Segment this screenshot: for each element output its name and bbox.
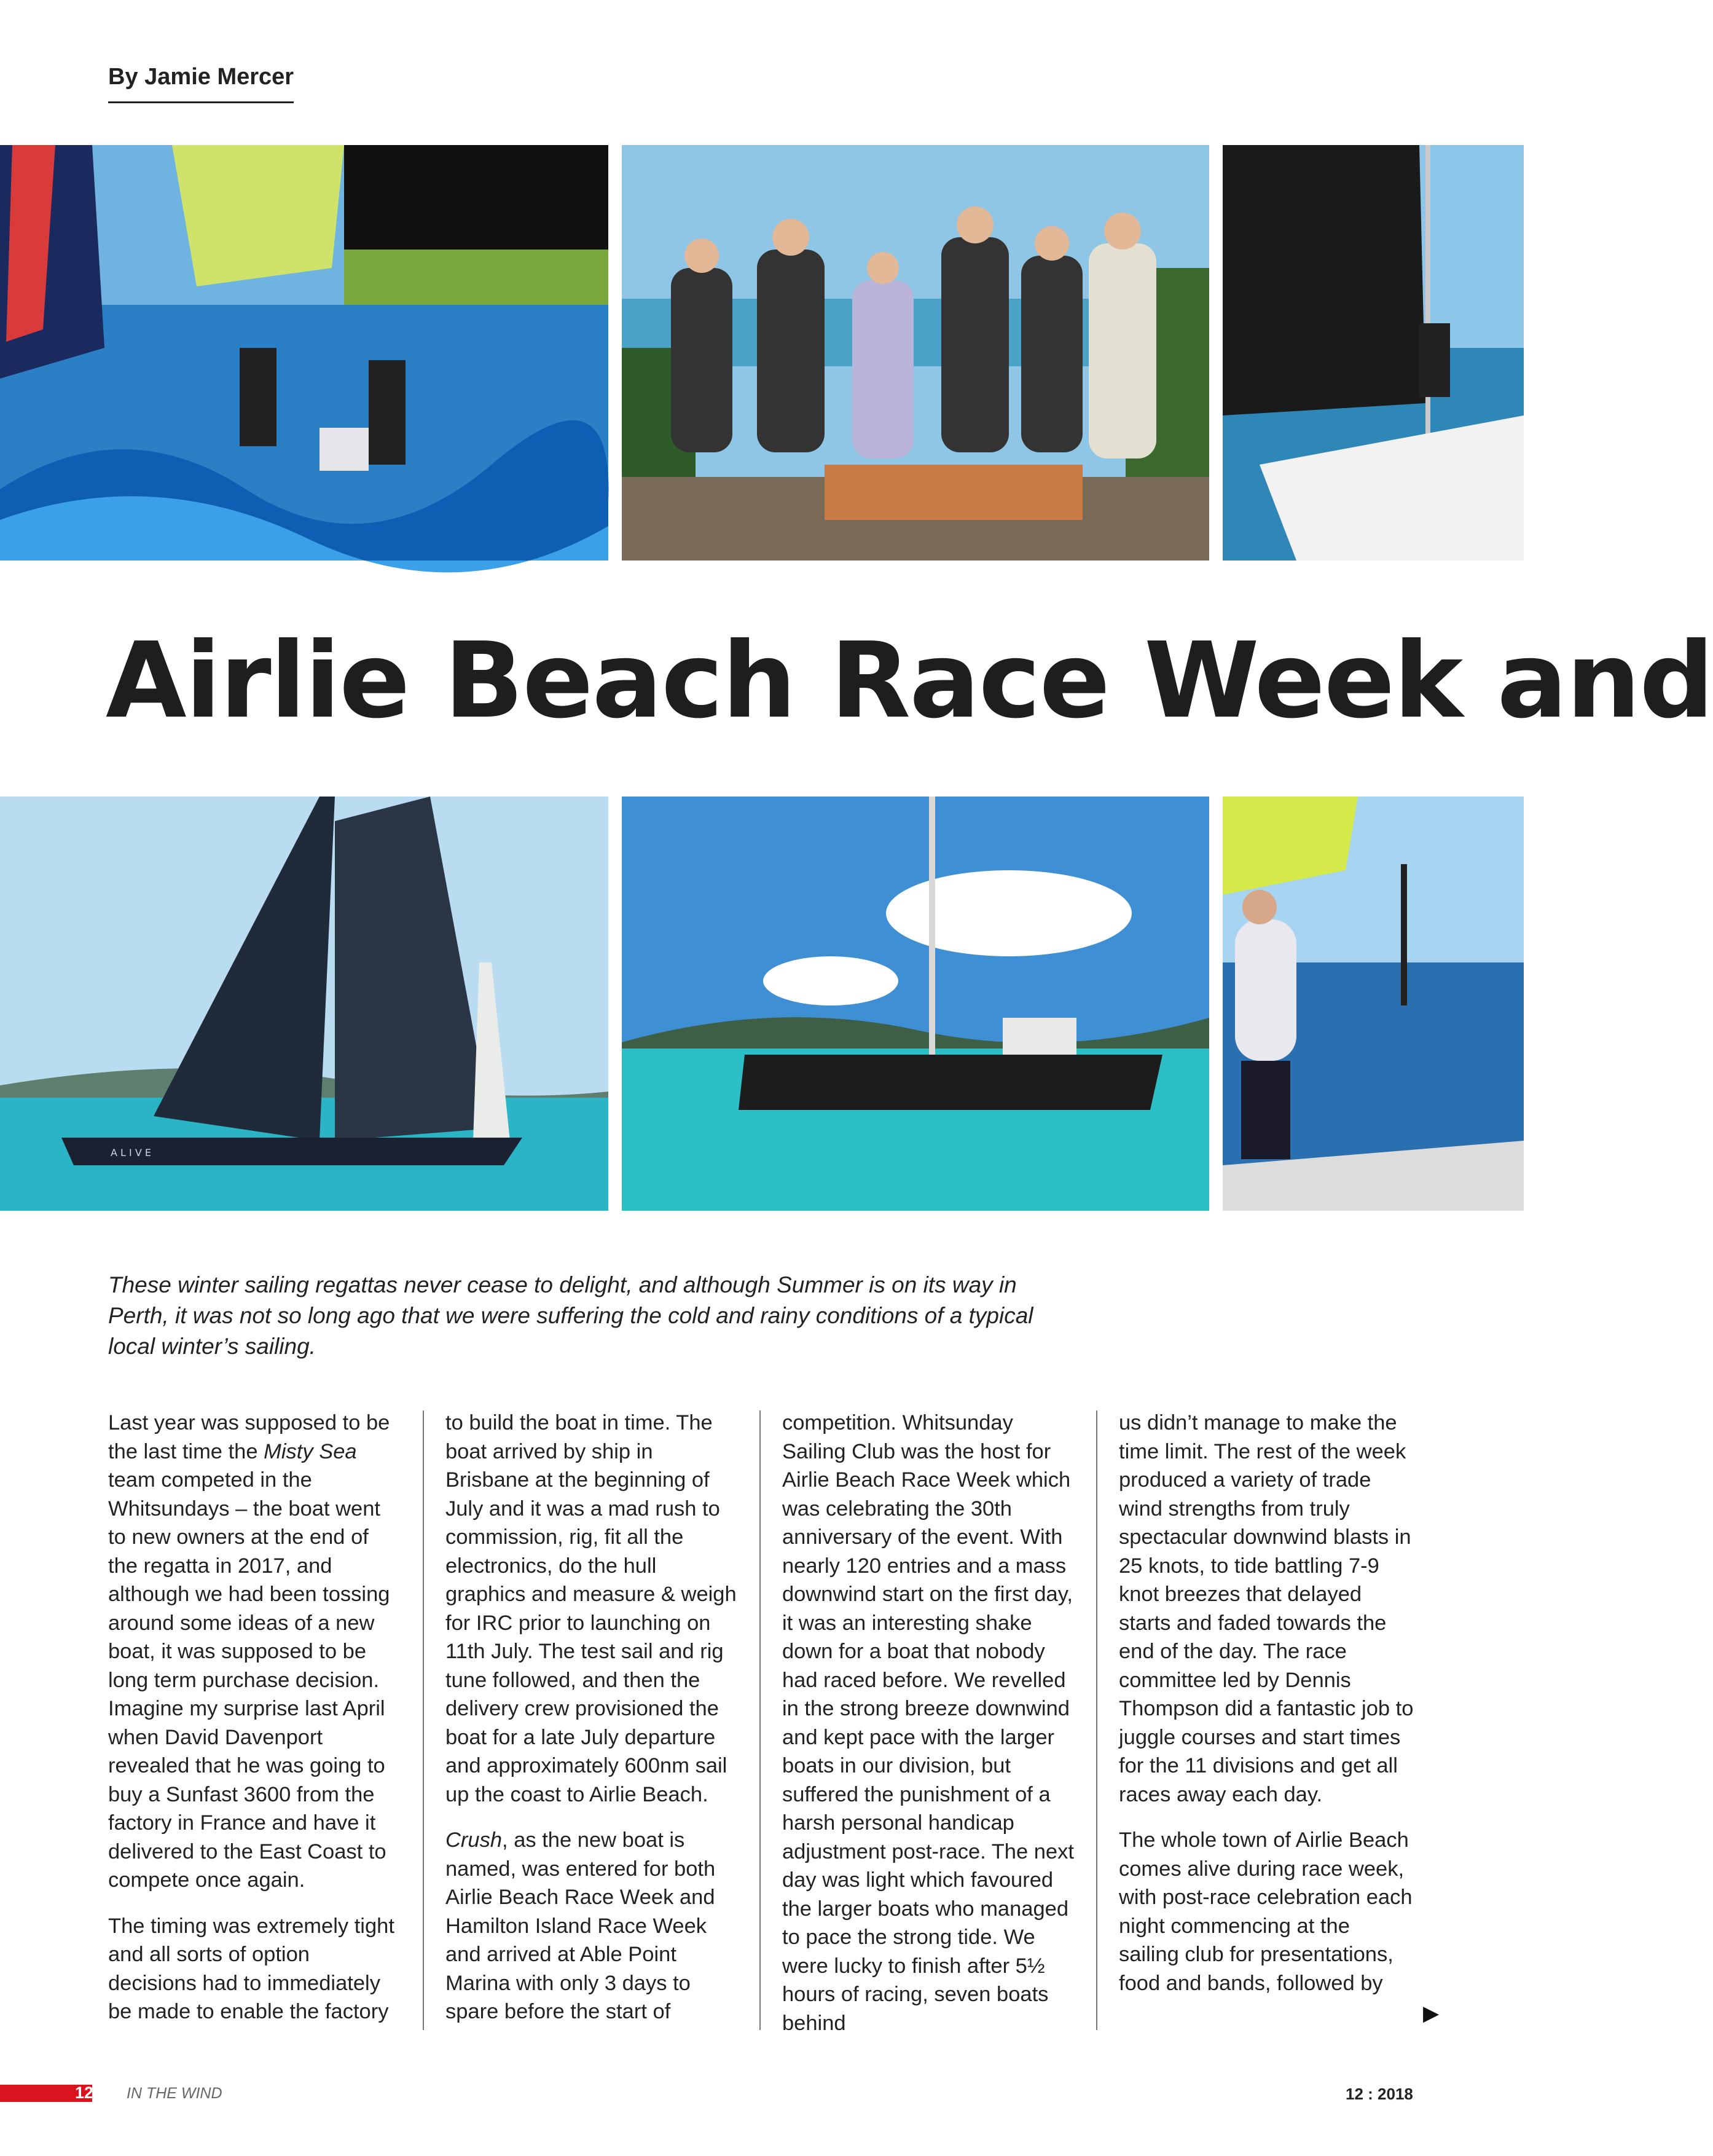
paragraph: competition. Whitsunday Sailing Club was the host for Airlie Beach Race Week which was celebrating the 30th anniversary of the event. With nearly 120 entries and a mass downwind start on the first day, it was an interesting shake down for a boat that nobody had raced before. We revelled in the strong breeze downwind and kept pace with the larger boats in our division, but suffered the punishment of a harsh personal handicap adjustment post-race. The next day was light which favoured the larger boats who managed to pace the strong tide. We were lucky to finish after 5½ hours of racing, seven boats behind (782, 1411, 1074, 2035)
photo-crew-watching-race (1223, 797, 1524, 1211)
column-divider (423, 1410, 424, 2030)
text-column-1 (108, 1409, 403, 2044)
continue-arrow-icon: ▶ (1423, 2002, 1440, 2025)
column-divider (759, 1410, 761, 2030)
text-column-3 (782, 1409, 1077, 2055)
photo-crew-group (622, 145, 1209, 561)
photo-catamaran (622, 797, 1209, 1211)
text-column-4 (1119, 1409, 1414, 2015)
paragraph (108, 1409, 403, 1895)
text-run: Last year was supposed to be the last time the (108, 1411, 390, 1463)
boat-name: Misty Sea (264, 1439, 357, 1463)
paragraph: to build the boat in time. The boat arrived by ship in Brisbane at the beginning of July and it was a mad rush to commission, rig, fit all the electronics, do the hull graphics and measure & weigh for IRC prior to launching on 11th July. The test sail and rig tune followed, and then the delivery crew provisioned the boat for a late July departure and approximately 600nm sail up the coast to Airlie Beach. (445, 1411, 737, 1806)
paragraph: us didn’t manage to make the time limit. The rest of the week produced a variety of trade wind strengths from truly spectacular downwind blasts in 25 knots, to tide battling 7-9 knot breezes that delayed starts and faded towards the end of the day. The race committee led by Dennis Thompson did a fantastic job to juggle courses and start times for the 11 divisions and get all races away each day. (1119, 1411, 1414, 1806)
photo-crew-on-deck (0, 145, 608, 561)
photo-boat-bow (1223, 145, 1524, 561)
photo-black-sail-yacht (0, 797, 608, 1211)
text-column-2 (445, 1409, 740, 2044)
paragraph: The timing was extremely tight and all sorts of option decisions had to immediately be made to enable the factory (108, 1914, 394, 2023)
boat-name: Crush (445, 1828, 503, 1852)
paragraph: The whole town of Airlie Beach comes alive during race week, with post-race celebration each night commencing at the sailing club for presentations, food and bands, followed by (1119, 1828, 1413, 1995)
text-run: , as the new boat is named, was entered for both Airlie Beach Race Week and Hamilton Island Race Week and arrived at Able Point Marina with only 3 days to spare before the start of (445, 1828, 716, 2023)
page-number: 12 (75, 2083, 94, 2102)
svg-text:A L I V E: A L I V E (111, 1147, 151, 1159)
byline: By Jamie Mercer (108, 64, 294, 103)
issue-number: 12 : 2018 (1346, 2085, 1413, 2103)
article-intro: These winter sailing regattas never cease to delight, and although Summer is on its way in Perth, it was not so long ago that we were suffering the cold and rainy conditions of a typical local winter’s sailing. (108, 1272, 1033, 1359)
magazine-name: IN THE WIND (127, 2085, 222, 2102)
paragraph (445, 1826, 740, 2026)
column-divider (1096, 1410, 1097, 2030)
text-run: team competed in the Whitsundays – the boat went to new owners at the end of the regatta in 2017, and although we had been tossing around some ideas of a new boat, it was supposed to be long term purchase decision. Imagine my surprise last April when David Davenport revealed that he was going to buy a Sunfast 3600 from the factory in France and have it delivered to the East Coast to compete once again. (108, 1468, 390, 1892)
article-title: Airlie Beach Race Week and (106, 620, 1713, 742)
